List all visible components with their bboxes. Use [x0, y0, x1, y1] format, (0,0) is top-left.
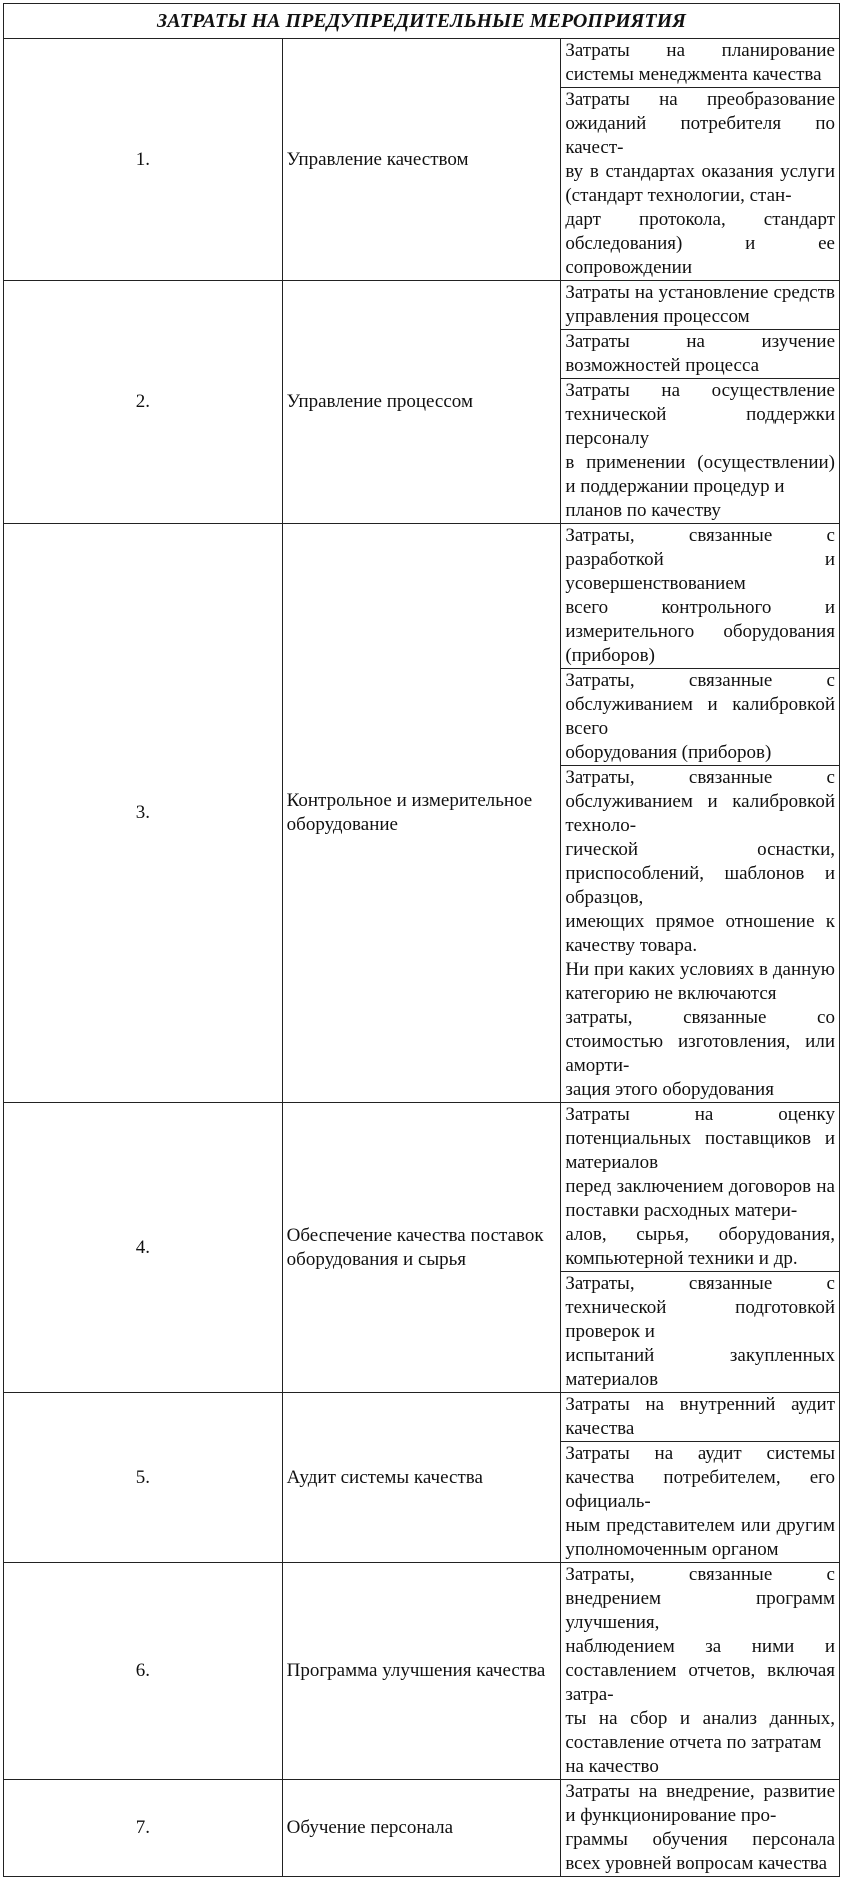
table-row	[4, 1563, 840, 1780]
cost-item-line: Затраты, связанные с внедрением программ улучшения,	[565, 1564, 835, 1633]
cost-item-line: Затраты, связанные с технической подготовкой проверок и	[565, 1273, 835, 1342]
table-row	[4, 1103, 840, 1272]
table-row	[4, 524, 840, 669]
cost-item-line: в применении (осуществлении) и поддержании процедур и	[565, 452, 835, 497]
cost-item	[561, 330, 840, 379]
cost-item	[561, 1780, 840, 1877]
cost-item	[561, 524, 840, 669]
section-number: 1.	[4, 39, 283, 281]
table-title-row	[4, 4, 840, 39]
cost-item	[561, 766, 840, 1103]
cost-item-line: испытаний закупленных материалов	[565, 1345, 835, 1390]
cost-item	[561, 1103, 840, 1272]
cost-item-line: ты на сбор и анализ данных, составление отчета по затратам	[565, 1708, 835, 1753]
section-category: Аудит системы качества	[282, 1393, 561, 1563]
cost-item-line: на качество	[565, 1756, 659, 1777]
section-number: 2.	[4, 281, 283, 524]
cost-item	[561, 1393, 840, 1442]
cost-item-line: Затраты на преобразование ожиданий потребителя по качест-	[565, 89, 835, 158]
cost-item	[561, 281, 840, 330]
cost-item	[561, 88, 840, 281]
cost-item-line: затраты, связанные со стоимостью изготовления, или аморти-	[565, 1007, 835, 1076]
cost-item-line: зация этого оборудования	[565, 1079, 774, 1100]
table-title: ЗАТРАТЫ НА ПРЕДУПРЕДИТЕЛЬНЫЕ МЕРОПРИЯТИЯ	[4, 4, 840, 39]
cost-item-line: ву в стандартах оказания услуги (стандарт технологии, стан-	[565, 161, 835, 206]
cost-item-line: Затраты на планирование системы менеджмента качества	[565, 40, 835, 85]
cost-item-line: Затраты на оценку потенциальных поставщиков и материалов	[565, 1104, 835, 1173]
section-number: 5.	[4, 1393, 283, 1563]
section-category: Управление процессом	[282, 281, 561, 524]
cost-item	[561, 379, 840, 524]
cost-item-line: дарт протокола, стандарт обследования) и ее сопровождении	[565, 209, 835, 278]
section-number: 7.	[4, 1780, 283, 1877]
cost-item-line: ным представителем или другим уполномоченным органом	[565, 1515, 835, 1560]
section-category: Управление качеством	[282, 39, 561, 281]
cost-item-line: алов, сырья, оборудования, компьютерной техники и др.	[565, 1224, 835, 1269]
cost-item-line: граммы обучения персонала всех уровней вопросам качества	[565, 1829, 835, 1874]
section-category: Программа улучшения качества	[282, 1563, 561, 1780]
cost-item-line: Затраты, связанные с обслуживанием и калибровкой всего	[565, 670, 835, 739]
cost-item-line: Затраты на внутренний аудит качества	[565, 1394, 835, 1439]
cost-item-line: Затраты на осуществление технической поддержки персоналу	[565, 380, 835, 449]
cost-item-line: планов по качеству	[565, 500, 721, 521]
cost-item	[561, 1563, 840, 1780]
section-category: Обучение персонала	[282, 1780, 561, 1877]
section-number: 6.	[4, 1563, 283, 1780]
cost-item-line: имеющих прямое отношение к качеству товара.	[565, 911, 835, 956]
section-category: Обеспечение качества поставок оборудования и сырья	[282, 1103, 561, 1393]
section-number: 3.	[4, 524, 283, 1103]
table-row	[4, 1780, 840, 1877]
section-category: Контрольное и измерительное оборудование	[282, 524, 561, 1103]
table-body	[4, 39, 840, 1877]
table-row	[4, 281, 840, 330]
cost-item	[561, 39, 840, 88]
cost-item-line: Затраты на изучение возможностей процесса	[565, 331, 835, 376]
table-row	[4, 1393, 840, 1442]
cost-item-line: Затраты, связанные с обслуживанием и калибровкой техноло-	[565, 767, 835, 836]
cost-item-line: перед заключением договоров на поставки расходных матери-	[565, 1176, 835, 1221]
cost-item	[561, 1442, 840, 1563]
cost-item-line: Затраты на установление средств управления процессом	[565, 282, 835, 327]
cost-item-line: Затраты на внедрение, развитие и функционирование про-	[565, 1781, 835, 1826]
cost-item	[561, 669, 840, 766]
cost-item-line: всего контрольного и измерительного оборудования (приборов)	[565, 597, 835, 666]
cost-item-line: оборудования (приборов)	[565, 742, 772, 763]
cost-item-line: Затраты на аудит системы качества потребителем, его официаль-	[565, 1443, 835, 1512]
cost-item-line: Ни при каких условиях в данную категорию не включаются	[565, 959, 835, 1004]
costs-table	[3, 3, 840, 1877]
cost-item-line: гической оснастки, приспособлений, шаблонов и образцов,	[565, 839, 835, 908]
cost-item-line: наблюдением за ними и составлением отчетов, включая затра-	[565, 1636, 835, 1705]
cost-item	[561, 1272, 840, 1393]
section-number: 4.	[4, 1103, 283, 1393]
cost-item-line: Затраты, связанные с разработкой и усовершенствованием	[565, 525, 835, 594]
table-row	[4, 39, 840, 88]
